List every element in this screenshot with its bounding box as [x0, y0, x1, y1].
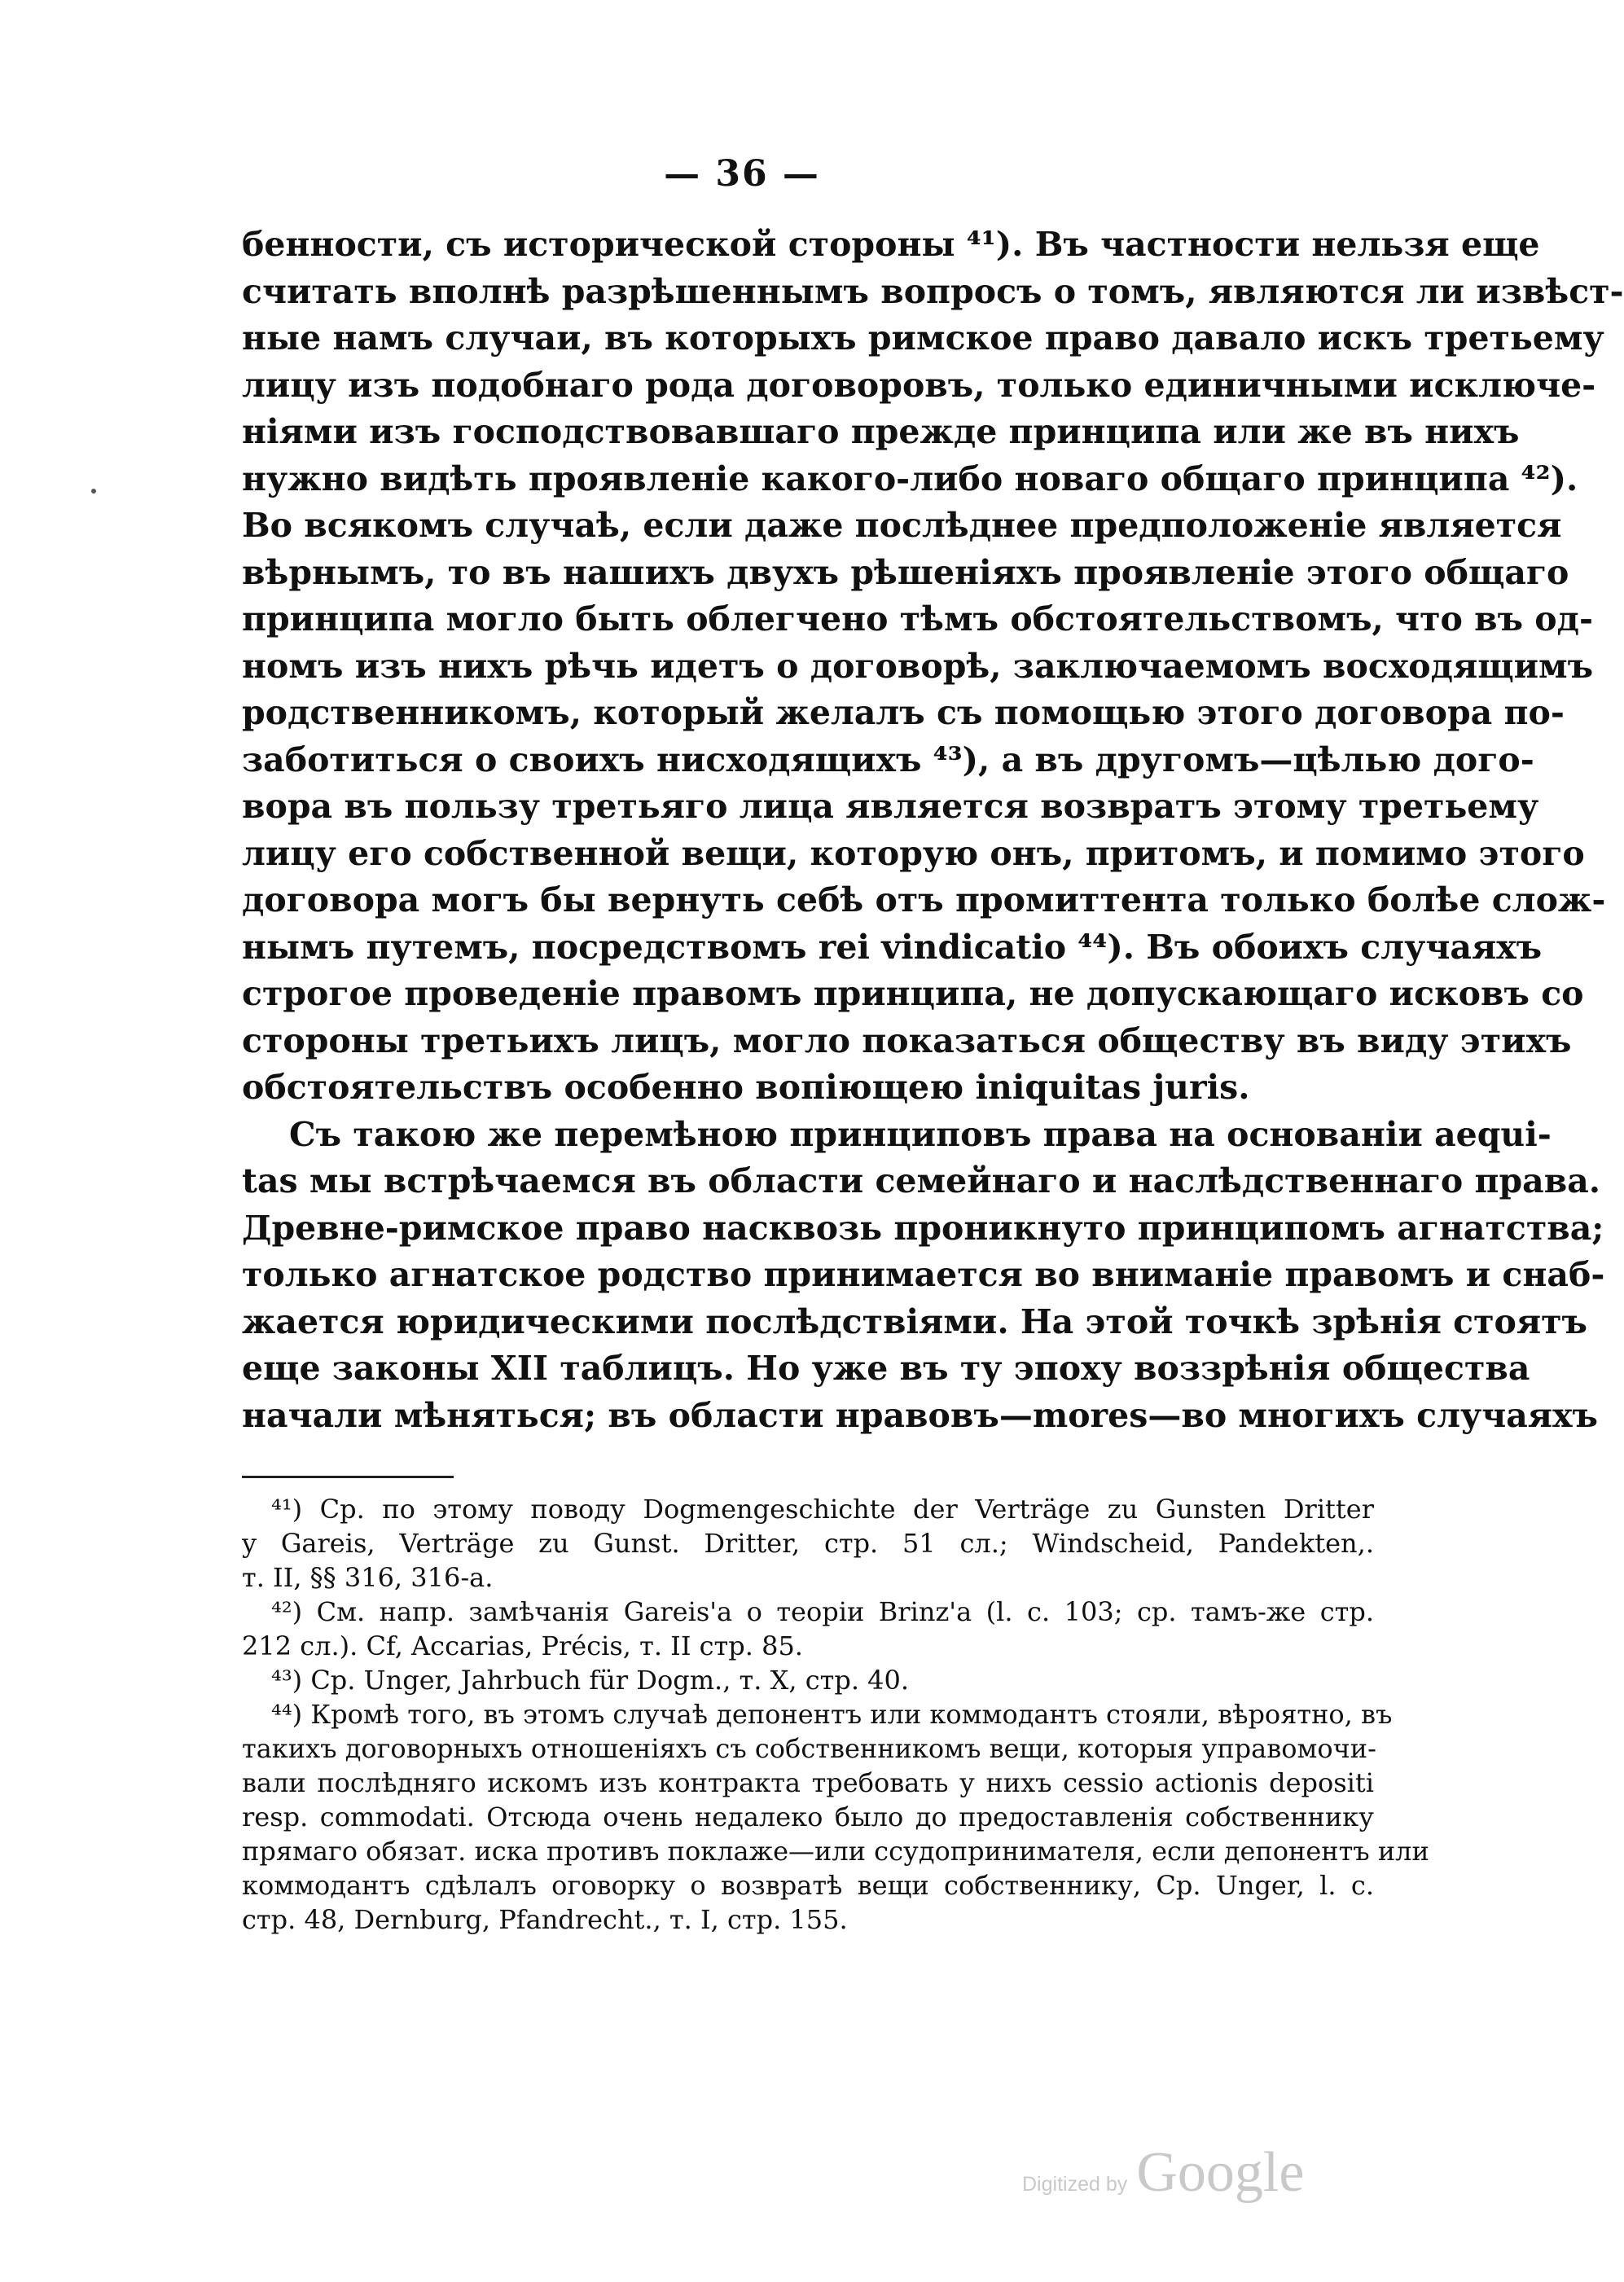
- main-text: [242, 222, 1624, 1439]
- text-line: родственникомъ, который желалъ съ помощью этого договора по-: [242, 693, 1565, 732]
- text-line: Древне-римское право насквозь проникнуто принципомъ агнатства;: [242, 1208, 1604, 1248]
- footnote-separator: [242, 1476, 454, 1478]
- digitized-watermark: [1022, 2140, 1304, 2205]
- footnote-41: [242, 1492, 1374, 1595]
- footnote-43: [242, 1663, 1374, 1697]
- footnote-line: ⁴²) См. напр. замѣчанія Gareis'a о теоріи Brinz'a (l. c. 103; ср. тамъ-же стр.: [271, 1596, 1374, 1627]
- footnote-line: 212 сл.). Cf, Accarias, Précis, т. II стр. 85.: [242, 1630, 803, 1661]
- text-line: вора въ пользу третьяго лица является возвратъ этому третьему: [242, 787, 1539, 826]
- footnote-line: ⁴³) Cp. Unger, Jahrbuch für Dogm., т. X, стр. 40.: [271, 1665, 910, 1696]
- footnotes: [242, 1492, 1429, 1937]
- text-line: Во всякомъ случаѣ, если даже послѣднее предположеніе является: [242, 506, 1562, 545]
- text-line: стороны третьихъ лицъ, могло показаться обществу въ виду этихъ: [242, 1020, 1572, 1060]
- text-line: еще законы XII таблицъ. Но уже въ ту эпоху воззрѣнія общества: [242, 1349, 1530, 1388]
- footnote-line: resp. commodati. Отсюда очень недалеко было до предоставленія собственнику: [242, 1801, 1374, 1832]
- text-line: бенности, съ исторической стороны ⁴¹). Въ частности нельзя еще: [242, 225, 1540, 264]
- text-line: ніями изъ господствовавшаго прежде принципа или же въ нихъ: [242, 412, 1520, 451]
- google-logo: Google: [1136, 2141, 1305, 2204]
- footnote-line: т. II, §§ 316, 316-a.: [242, 1562, 494, 1593]
- footnote-line: y Gareis, Verträge zu Gunst. Dritter, стр. 51 сл.; Windscheid, Pandekten,.: [242, 1528, 1374, 1559]
- page-number: — 36 —: [664, 153, 820, 195]
- footnote-line: ⁴¹) Cp. по этому поводу Dogmengeschichte der Verträge zu Gunsten Dritter: [271, 1494, 1374, 1525]
- paragraph-start-line: Съ такою же перемѣною принциповъ права на основаніи aequi-: [289, 1114, 1552, 1154]
- text-line: заботиться о своихъ нисходящихъ ⁴³), а въ другомъ—цѣлью дого-: [242, 739, 1534, 779]
- text-line: tas мы встрѣчаемся въ области семейнаго и наслѣдственнаго права.: [242, 1161, 1601, 1200]
- text-line: обстоятельствъ особенно вопіющею iniquitas juris.: [242, 1068, 1250, 1107]
- footnote-line: ⁴⁴) Кромѣ того, въ этомъ случаѣ депонентъ или коммодантъ стояли, вѣроятно, въ: [271, 1699, 1393, 1730]
- text-line: жается юридическими послѣдствіями. На этой точкѣ зрѣнія стоятъ: [242, 1301, 1588, 1341]
- text-line: считать вполнѣ разрѣшеннымъ вопросъ о томъ, являются ли извѣст-: [242, 271, 1624, 311]
- text-line: договора могъ бы вернуть себѣ отъ промиттента только болѣе слож-: [242, 880, 1606, 919]
- text-line: только агнатское родство принимается во вниманіе правомъ и снаб-: [242, 1255, 1605, 1294]
- text-line: ные намъ случаи, въ которыхъ римское право давало искъ третьему: [242, 318, 1604, 358]
- text-line: номъ изъ нихъ рѣчь идетъ о договорѣ, заключаемомъ восходящимъ: [242, 646, 1594, 686]
- footnote-line: прямаго обязат. иска противъ поклаже—или ссудопринимателя, если депонентъ или: [242, 1836, 1429, 1867]
- text-line: принципа могло быть облегчено тѣмъ обстоятельствомъ, что въ од-: [242, 599, 1593, 639]
- watermark-prefix: Digitized by: [1022, 2173, 1128, 2196]
- scan-speck: [91, 489, 96, 494]
- footnote-line: вали послѣдняго искомъ изъ контракта требовать у нихъ cessio actionis depositi: [242, 1767, 1374, 1798]
- text-line: вѣрнымъ, то въ нашихъ двухъ рѣшеніяхъ проявленіе этого общаго: [242, 552, 1569, 592]
- text-line: нымъ путемъ, посредствомъ rei vindicatio ⁴⁴). Въ обоихъ случаяхъ: [242, 927, 1543, 967]
- text-line: строгое проведеніе правомъ принципа, не допускающаго исковъ со: [242, 974, 1584, 1013]
- footnote-44: [242, 1697, 1429, 1937]
- footnote-42: [242, 1595, 1374, 1663]
- text-line: нужно видѣть проявленіе какого-либо новаго общаго принципа ⁴²).: [242, 459, 1578, 498]
- footnote-line: коммодантъ сдѣлалъ оговорку о возвратѣ вещи собственнику, Cp. Unger, l. c.: [242, 1870, 1374, 1901]
- footnote-line: такихъ договорныхъ отношеніяхъ съ собственникомъ вещи, которыя управомочи-: [242, 1733, 1376, 1764]
- text-line: лицу изъ подобнаго рода договоровъ, только единичными исключе-: [242, 365, 1596, 405]
- text-line: начали мѣняться; въ области нравовъ—mores—во многихъ случаяхъ: [242, 1395, 1598, 1435]
- footnote-line: стр. 48, Dernburg, Pfandrecht., т. I, стр. 155.: [242, 1904, 848, 1935]
- text-line: лицу его собственной вещи, которую онъ, притомъ, и помимо этого: [242, 833, 1585, 873]
